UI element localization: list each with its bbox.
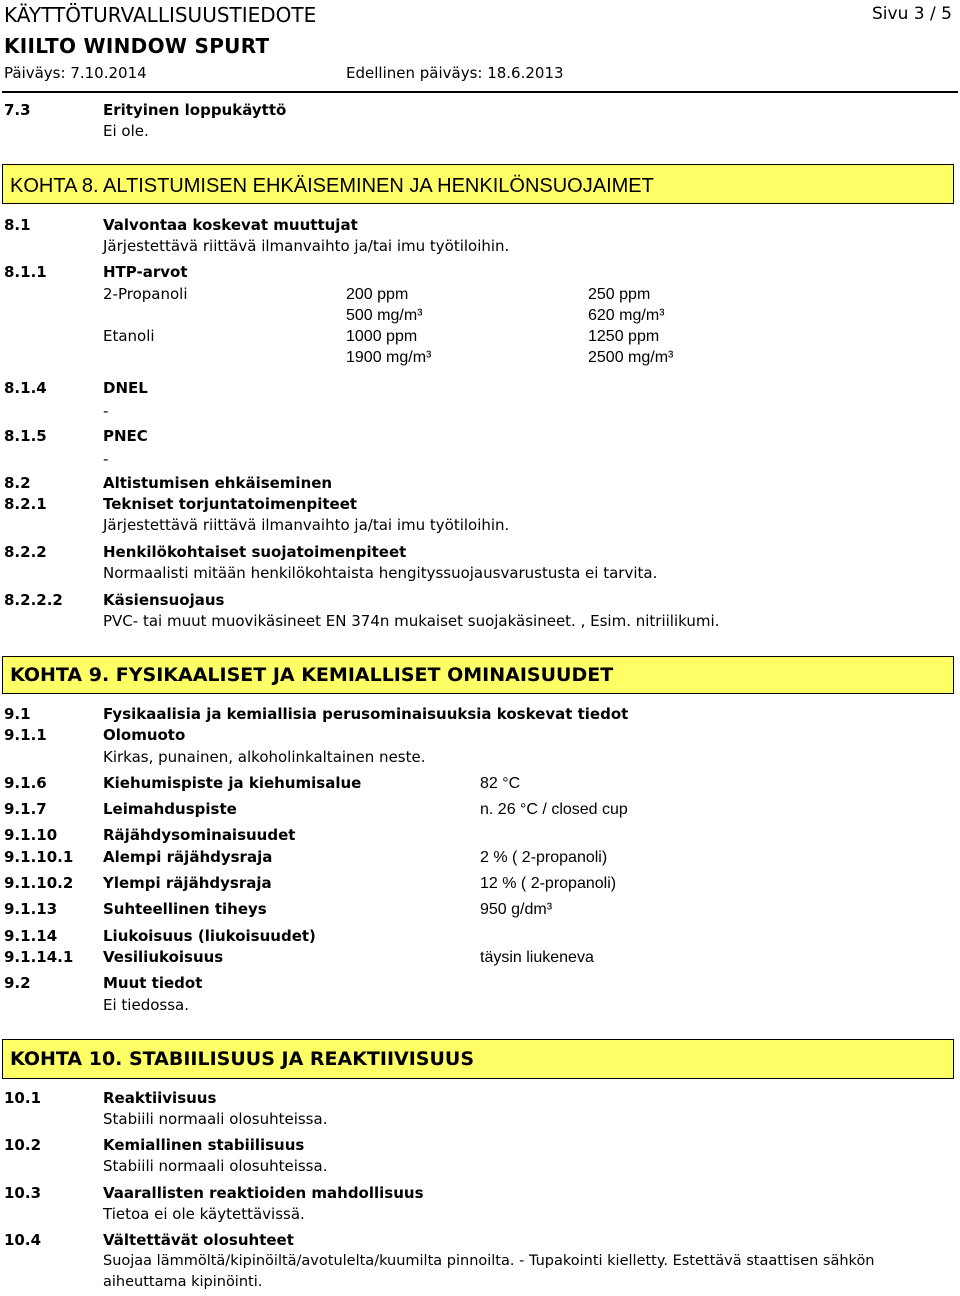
section-title: Tekniset torjuntatoimenpiteet (103, 495, 358, 513)
section-text: - (103, 402, 109, 420)
section-text: Normaalisti mitään henkilökohtaista hengityssuojausvarustusta ei tarvita. (103, 564, 658, 582)
section-text: Tietoa ei ole käytettävissä. (103, 1205, 305, 1223)
property-label: Vesiliukoisuus (103, 948, 224, 966)
property-value: n. 26 °C / closed cup (480, 801, 628, 818)
section-number: 8.1 (4, 216, 31, 234)
property-number: 9.1.14 (4, 927, 58, 945)
section-text: Kirkas, punainen, alkoholinkaltainen neste. (103, 748, 426, 766)
section-text: Ei ole. (103, 122, 149, 140)
section-text: Suojaa lämmöltä/kipinöiltä/avotulelta/kuumilta pinnoilta. - Tupakointi kielletty. Estettävä staattisen sähkön (103, 1253, 875, 1269)
section-text: Ei tiedossa. (103, 996, 189, 1014)
section-title: HTP-arvot (103, 263, 188, 281)
section-number: 8.2 (4, 474, 31, 492)
property-value: 82 °C (480, 775, 521, 792)
section-title: Vaarallisten reaktioiden mahdollisuus (103, 1184, 424, 1202)
section-title: Vältettävät olosuhteet (103, 1231, 294, 1249)
property-value: 2 % ( 2-propanoli) (480, 849, 608, 866)
date: Päiväys: 7.10.2014 (4, 64, 147, 82)
product-name: KIILTO WINDOW SPURT (4, 34, 270, 58)
section-text: PVC- tai muut muovikäsineet EN 374n mukaiset suojakäsineet. , Esim. nitriilikumi. (103, 612, 720, 630)
htp-value: 500 mg/m³ (346, 307, 423, 324)
property-number: 9.1.13 (4, 900, 58, 918)
section-number: 10.2 (4, 1136, 42, 1154)
section-number: 9.2 (4, 974, 31, 992)
section-title: Fysikaalisia ja kemiallisia perusominaisuuksia koskevat tiedot (103, 705, 629, 723)
property-number: 9.1.10.2 (4, 874, 74, 892)
previous-date: Edellinen päiväys: 18.6.2013 (346, 64, 564, 82)
property-number: 9.1.6 (4, 774, 47, 792)
section-text: Järjestettävä riittävä ilmanvaihto ja/tai imu työtiloihin. (103, 516, 510, 534)
property-number: 9.1.10.1 (4, 848, 74, 866)
section-title: Henkilökohtaiset suojatoimenpiteet (103, 543, 407, 561)
property-number: 9.1.10 (4, 826, 58, 844)
section-title: Reaktiivisuus (103, 1089, 217, 1107)
section-number: 7.3 (4, 101, 31, 119)
htp-value: 620 mg/m³ (588, 307, 665, 324)
section-text-continued: aiheuttama kipinöinti. (103, 1274, 263, 1290)
property-label: Leimahduspiste (103, 800, 237, 818)
property-label: Kiehumispiste ja kiehumisalue (103, 774, 362, 792)
section-title: Olomuoto (103, 726, 186, 744)
htp-value: 1900 mg/m³ (346, 349, 432, 366)
section-number: 8.1.5 (4, 427, 47, 445)
section-number: 8.1.4 (4, 379, 47, 397)
section-title: Erityinen loppukäyttö (103, 101, 287, 119)
substance-name: Etanoli (103, 327, 155, 345)
property-label: Liukoisuus (liukoisuudet) (103, 927, 316, 945)
property-label: Suhteellinen tiheys (103, 900, 267, 918)
document-title: KÄYTTÖTURVALLISUUSTIEDOTE (4, 3, 317, 27)
property-value: täysin liukeneva (480, 949, 594, 966)
property-label: Alempi räjähdysraja (103, 848, 273, 866)
section-title: Käsiensuojaus (103, 591, 225, 609)
section-heading: KOHTA 10. STABIILISUUS JA REAKTIIVISUUS (10, 1048, 475, 1070)
section-heading-band (2, 656, 954, 694)
section-number: 8.2.2.2 (4, 591, 63, 609)
section-heading: KOHTA 9. FYSIKAALISET JA KEMIALLISET OMINAISUUDET (10, 664, 614, 686)
property-value: 12 % ( 2-propanoli) (480, 875, 617, 892)
section-number: 8.1.1 (4, 263, 47, 281)
property-number: 9.1.14.1 (4, 948, 74, 966)
substance-name: 2-Propanoli (103, 285, 188, 303)
header-rule (2, 91, 958, 93)
section-number: 8.2.1 (4, 495, 47, 513)
section-number: 9.1 (4, 705, 31, 723)
section-number: 10.1 (4, 1089, 42, 1107)
htp-value: 2500 mg/m³ (588, 349, 674, 366)
htp-value: 250 ppm (588, 286, 651, 303)
page-number: Sivu 3 / 5 (872, 4, 952, 24)
section-text: Järjestettävä riittävä ilmanvaihto ja/tai imu työtiloihin. (103, 237, 510, 255)
section-number: 10.3 (4, 1184, 42, 1202)
section-heading: KOHTA 8. ALTISTUMISEN EHKÄISEMINEN JA HENKILÖNSUOJAIMET (10, 175, 654, 197)
section-title: DNEL (103, 379, 148, 397)
section-number: 9.1.1 (4, 726, 47, 744)
section-text: Stabiili normaali olosuhteissa. (103, 1110, 328, 1128)
section-title: PNEC (103, 427, 148, 445)
section-title: Valvontaa koskevat muuttujat (103, 216, 358, 234)
htp-value: 1250 ppm (588, 328, 660, 345)
section-heading-band (2, 1039, 954, 1079)
property-value: 950 g/dm³ (480, 901, 553, 918)
section-number: 8.2.2 (4, 543, 47, 561)
section-text: - (103, 450, 109, 468)
htp-value: 200 ppm (346, 286, 409, 303)
property-number: 9.1.7 (4, 800, 47, 818)
property-label: Räjähdysominaisuudet (103, 826, 296, 844)
section-title: Kemiallinen stabiilisuus (103, 1136, 305, 1154)
section-title: Muut tiedot (103, 974, 203, 992)
section-number: 10.4 (4, 1231, 42, 1249)
section-text: Stabiili normaali olosuhteissa. (103, 1157, 328, 1175)
property-label: Ylempi räjähdysraja (103, 874, 272, 892)
section-heading-band (2, 164, 954, 204)
section-title: Altistumisen ehkäiseminen (103, 474, 333, 492)
htp-value: 1000 ppm (346, 328, 418, 345)
